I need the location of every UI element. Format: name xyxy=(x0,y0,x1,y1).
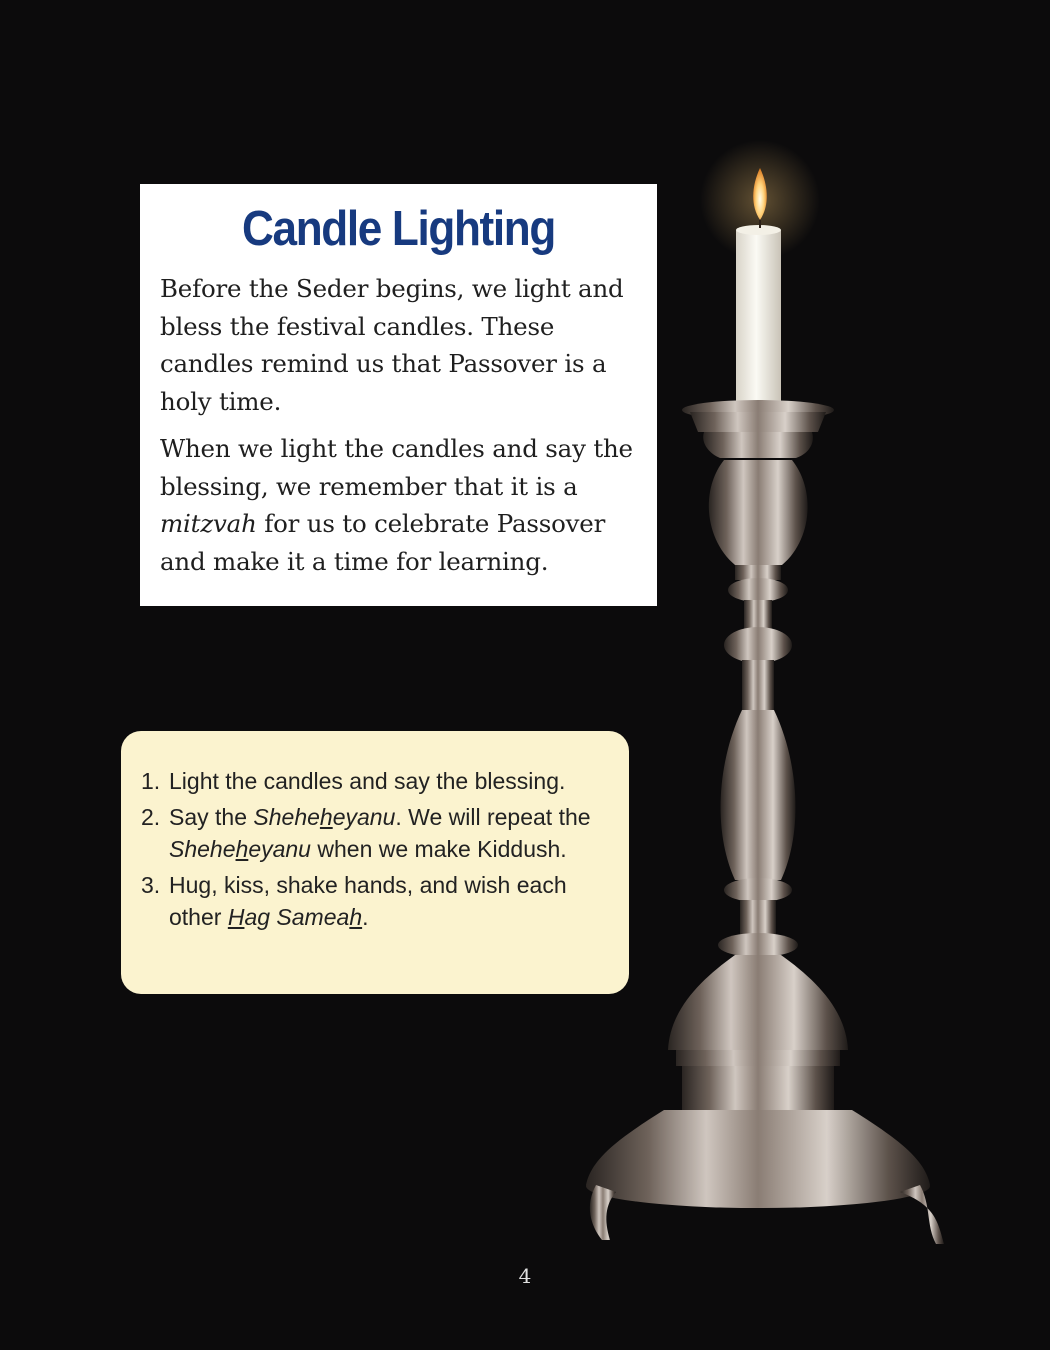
step-number: 1. xyxy=(141,768,161,794)
step-3 xyxy=(141,869,609,934)
step-text: Light the candles and say the blessing. xyxy=(169,768,566,794)
step-2-text-3: when we make Kiddush. xyxy=(310,836,567,862)
intro-panel xyxy=(140,184,657,606)
step-text xyxy=(169,869,609,934)
page-title: Candle Lighting xyxy=(242,202,555,256)
steps-list xyxy=(141,765,609,934)
intro-paragraph-2-text-end: for us to celebrate Passover and make it a time for learning. xyxy=(160,509,606,576)
intro-paragraph-2-text-start: When we light the candles and say the blessing, we remember that it is a xyxy=(160,434,633,501)
step-2-text-2: . We will repeat the xyxy=(395,803,591,830)
steps-panel xyxy=(121,731,629,994)
mitzvah-term: mitzvah xyxy=(160,509,257,538)
step-2-text-1: Say the xyxy=(169,803,254,830)
intro-text xyxy=(160,270,637,580)
intro-paragraph-1: Before the Seder begins, we light and bless the festival candles. These candles remind us that Passover is a holy time. xyxy=(160,274,624,416)
intro-paragraph-2 xyxy=(160,430,637,580)
hag-sameah-term: Hag Sameah xyxy=(227,904,363,930)
step-2 xyxy=(141,801,609,866)
step-1 xyxy=(141,765,609,798)
shehecheyanu-term: Sheheheyanu xyxy=(253,803,396,830)
step-3-text-2: . xyxy=(362,904,369,930)
page-number: 4 xyxy=(518,1264,532,1288)
step-number: 2. xyxy=(141,803,161,830)
step-text xyxy=(169,801,609,866)
shehecheyanu-term: Sheheheyanu xyxy=(169,836,311,862)
step-3-text-1: Hug, kiss, shake hands, and wish each other xyxy=(169,871,567,930)
step-number: 3. xyxy=(141,871,161,898)
